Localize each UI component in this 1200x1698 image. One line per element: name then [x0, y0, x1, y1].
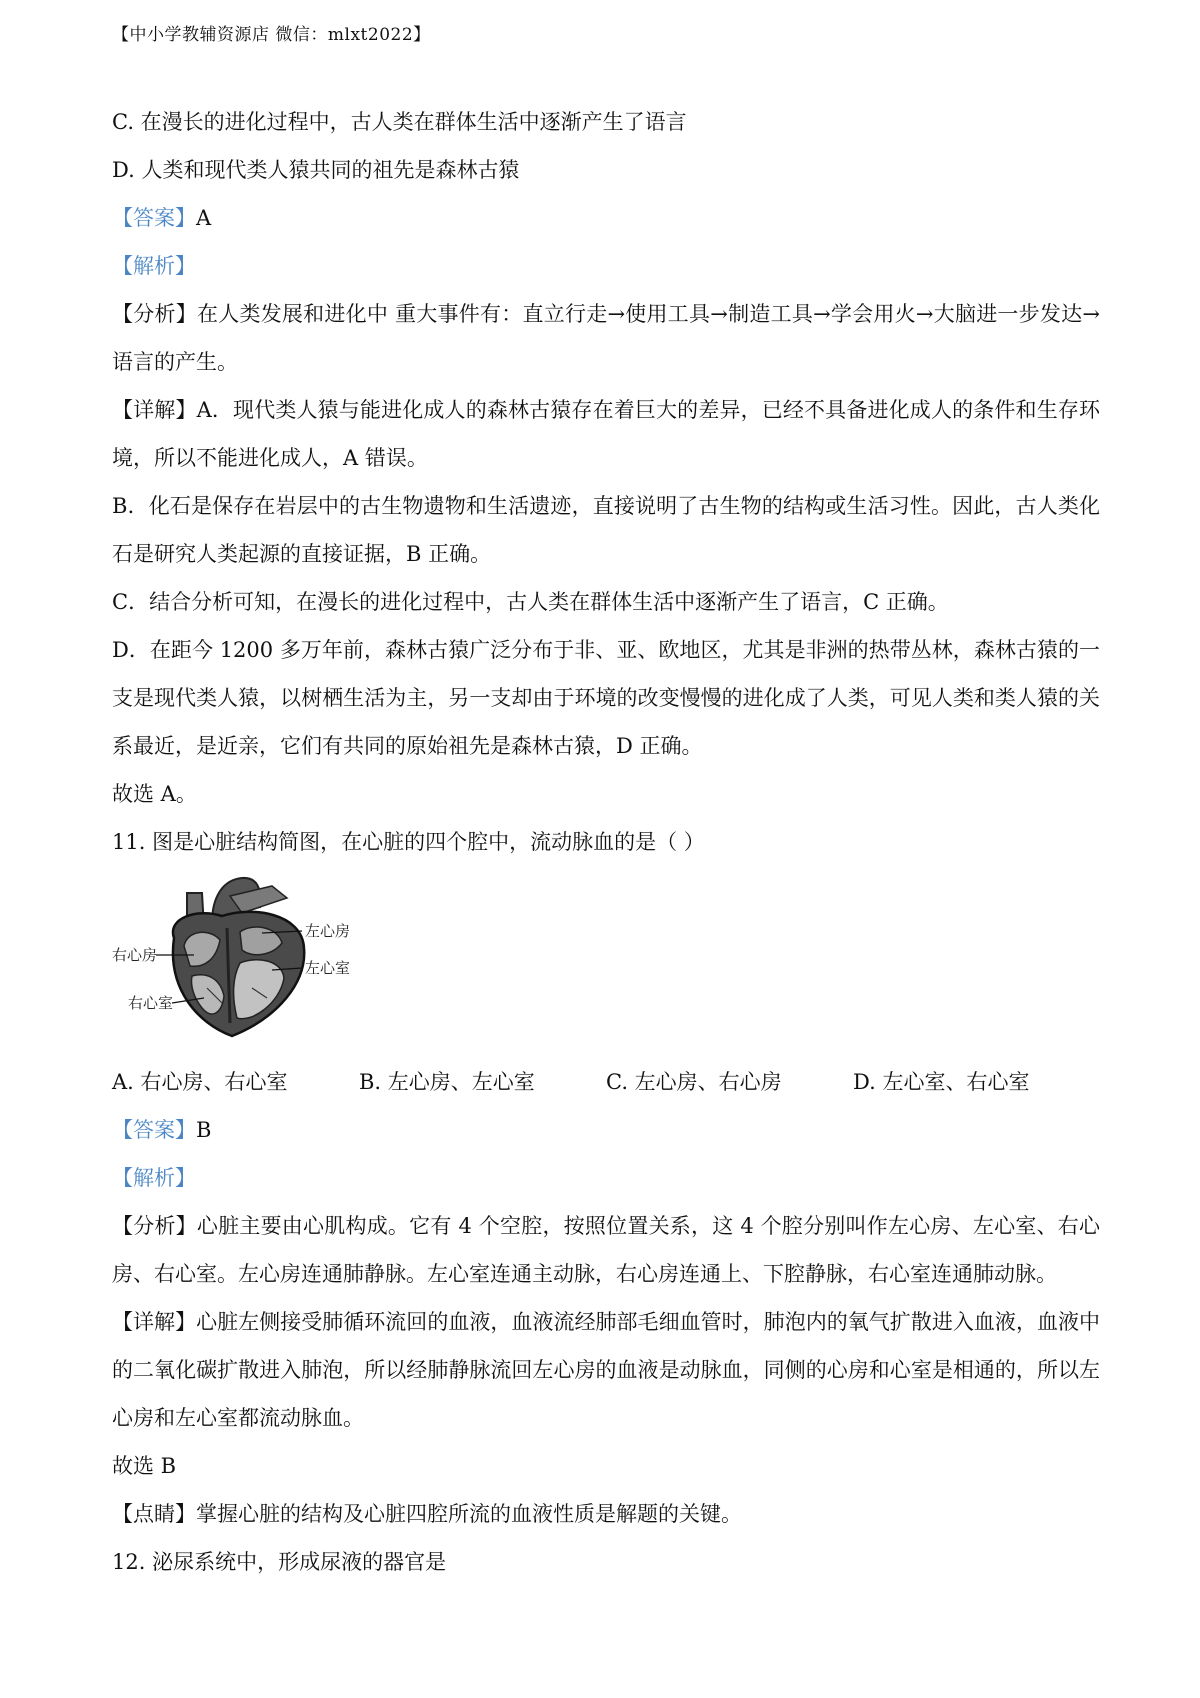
answer-tag: 【答案】: [112, 1118, 196, 1142]
answer-tag: 【答案】: [112, 206, 196, 230]
q10-option-c: C. 在漫长的进化过程中，古人类在群体生活中逐渐产生了语言: [112, 110, 687, 134]
q10-xiangjie-c: C．结合分析可知，在漫长的进化过程中，古人类在群体生活中逐渐产生了语言，C 正确。: [112, 590, 949, 614]
q10-analysis-tag: 【解析】: [112, 254, 196, 278]
answer-value: B: [196, 1118, 212, 1142]
q11-dianjing: [112, 1490, 1100, 1538]
q11-answer: [112, 1106, 1100, 1154]
heart-diagram: [112, 868, 1100, 1058]
label-right-ventricle: 右心室: [128, 994, 174, 1012]
fenxi-label: 【分析】: [112, 1214, 197, 1238]
q11-xiangjie: [112, 1298, 1100, 1442]
q11-analysis-tag: 【解析】: [112, 1166, 196, 1190]
q10-choice: 故选 A。: [112, 782, 197, 806]
fenxi-label: 【分析】: [112, 302, 197, 326]
fenxi-text: 心脏主要由心肌构成。它有 4 个空腔，按照位置关系，这 4 个腔分别叫作左心房、左心室、右心房、右心室。左心房连通肺静脉。左心室连通主动脉，右心房连通上、下腔静脉，右心室连通肺动脉。: [112, 1214, 1101, 1286]
q11-option-c: C. 左心房、右心房: [606, 1070, 782, 1094]
answer-value: A: [196, 206, 212, 230]
document-body: [112, 98, 1100, 1586]
xiangjie-text: 心脏左侧接受肺循环流回的血液，血液流经肺部毛细血管时，肺泡内的氧气扩散进入血液，血液中的二氧化碳扩散进入肺泡，所以经肺静脉流回左心房的血液是动脉血，同侧的心房和心室是相通的，所以左心房和左心室都流动脉血。: [112, 1310, 1101, 1430]
q11-option-b: B. 左心房、左心室: [359, 1070, 535, 1094]
heart-diagram-svg: [112, 868, 382, 1048]
xiangjie-label: 【详解】: [112, 1310, 197, 1334]
q10-xiangjie-a: [112, 386, 1100, 482]
fenxi-text: 在人类发展和进化中 重大事件有：直立行走→使用工具→制造工具→学会用火→大脑进一步发达→语言的产生。: [112, 302, 1100, 374]
xiangjie-a-text: A．现代类人猿与能进化成人的森林古猿存在着巨大的差异，已经不具备进化成人的条件和生存环境，所以不能进化成人，A 错误。: [112, 398, 1100, 470]
q11-option-a: A. 右心房、右心室: [112, 1070, 288, 1094]
q11-fenxi: [112, 1202, 1100, 1298]
q11-stem: 11. 图是心脏结构简图，在心脏的四个腔中，流动脉血的是（ ）: [112, 830, 705, 854]
label-right-atrium: 右心房: [112, 946, 158, 964]
q10-xiangjie-b: B．化石是保存在岩层中的古生物遗物和生活遗迹，直接说明了古生物的结构或生活习性。因此，古人类化石是研究人类起源的直接证据，B 正确。: [112, 494, 1100, 566]
q10-xiangjie-d: D．在距今 1200 多万年前，森林古猿广泛分布于非、亚、欧地区，尤其是非洲的热带丛林，森林古猿的一支是现代类人猿，以树栖生活为主，另一支却由于环境的改变慢慢的进化成了人类，可见人类和类人猿的关系最近，是近亲，它们有共同的原始祖先是森林古猿，D 正确。: [112, 638, 1100, 758]
label-left-atrium: 左心房: [305, 922, 351, 940]
page-header: 【中小学教辅资源店 微信：mlxt2022】: [112, 25, 431, 45]
q11-options: [112, 1058, 1100, 1106]
q10-answer: [112, 194, 1100, 242]
dianjing-text: 掌握心脏的结构及心脏四腔所流的血液性质是解题的关键。: [196, 1502, 742, 1526]
q12-stem: 12. 泌尿系统中，形成尿液的器官是: [112, 1550, 447, 1574]
xiangjie-label: 【详解】: [112, 398, 197, 422]
q11-choice: 故选 B: [112, 1454, 177, 1478]
dianjing-label: 【点睛】: [112, 1502, 196, 1526]
label-left-ventricle: 左心室: [305, 959, 351, 977]
q11-option-d: D. 左心室、右心室: [853, 1070, 1030, 1094]
q10-fenxi: [112, 290, 1100, 386]
q10-option-d: D. 人类和现代类人猿共同的祖先是森林古猿: [112, 158, 520, 182]
